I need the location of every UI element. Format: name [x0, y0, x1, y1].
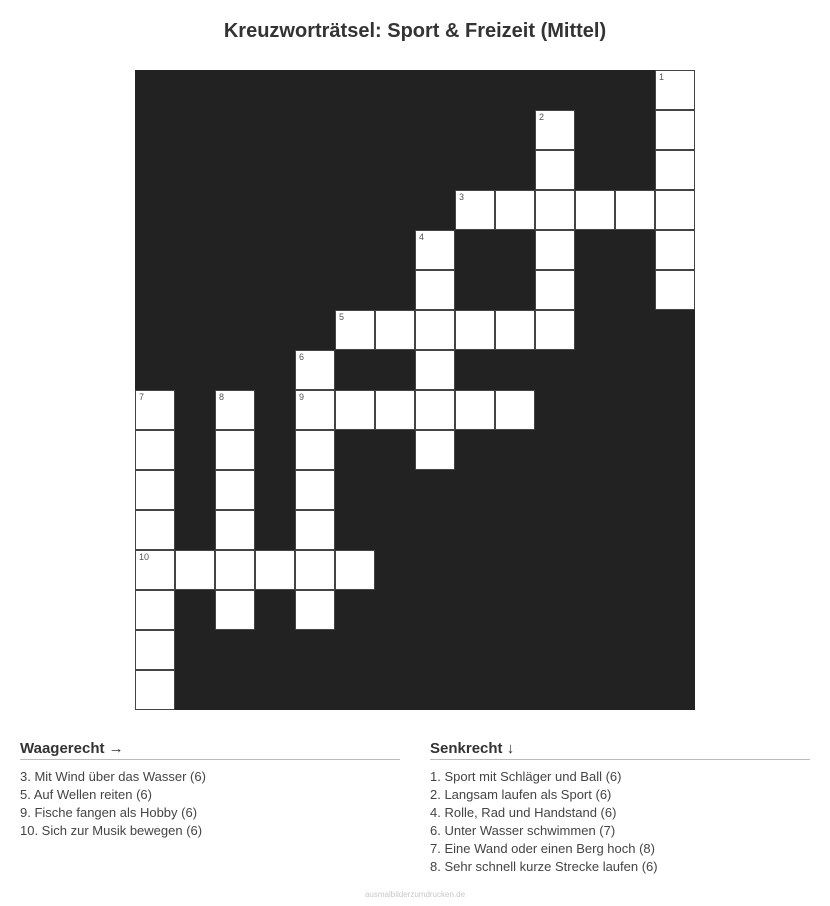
grid-cell[interactable] — [415, 230, 455, 270]
grid-cell[interactable] — [295, 390, 335, 430]
clue-number: 5 — [339, 312, 345, 322]
clue-number: 8 — [219, 392, 225, 402]
grid-cell[interactable] — [215, 390, 255, 430]
grid-cell[interactable] — [135, 470, 175, 510]
grid-cell[interactable] — [135, 510, 175, 550]
across-clues-section — [20, 740, 400, 840]
grid-cell[interactable] — [295, 510, 335, 550]
clue-number: 3 — [459, 192, 465, 202]
across-clue-list — [20, 768, 400, 840]
grid-cell[interactable] — [655, 230, 695, 270]
grid-cell[interactable] — [255, 550, 295, 590]
grid-cell[interactable] — [535, 150, 575, 190]
grid-cell[interactable] — [335, 550, 375, 590]
across-clue: 5. Auf Wellen reiten (6) — [20, 787, 152, 802]
down-clue: 7. Eine Wand oder einen Berg hoch (8) — [430, 841, 655, 856]
grid-cell[interactable] — [655, 70, 695, 110]
down-clue: 4. Rolle, Rad und Handstand (6) — [430, 805, 617, 820]
across-heading: Waagerecht → — [20, 740, 400, 760]
grid-cell[interactable] — [215, 550, 255, 590]
grid-cell[interactable] — [535, 310, 575, 350]
grid-cell[interactable] — [215, 510, 255, 550]
clue-number: 4 — [419, 232, 425, 242]
grid-cell[interactable] — [375, 310, 415, 350]
down-clue: 2. Langsam laufen als Sport (6) — [430, 787, 612, 802]
grid-cell[interactable] — [575, 190, 615, 230]
down-clues-section — [430, 740, 810, 876]
grid-cell[interactable] — [295, 350, 335, 390]
grid-cell[interactable] — [135, 630, 175, 670]
clue-number: 1 — [659, 72, 665, 82]
grid-cell[interactable] — [415, 390, 455, 430]
clue-number: 6 — [299, 352, 305, 362]
crossword-grid — [135, 70, 695, 710]
grid-cell[interactable] — [295, 470, 335, 510]
down-clue: 1. Sport mit Schläger und Ball (6) — [430, 769, 622, 784]
across-clue: 9. Fische fangen als Hobby (6) — [20, 805, 198, 820]
grid-cell[interactable] — [215, 430, 255, 470]
grid-cell[interactable] — [335, 390, 375, 430]
grid-cell[interactable] — [215, 470, 255, 510]
grid-cell[interactable] — [535, 110, 575, 150]
grid-cell[interactable] — [135, 670, 175, 710]
clue-number: 7 — [139, 392, 145, 402]
grid-cell[interactable] — [415, 350, 455, 390]
grid-cell[interactable] — [455, 310, 495, 350]
grid-cell[interactable] — [455, 190, 495, 230]
grid-cell[interactable] — [175, 550, 215, 590]
grid-cell[interactable] — [655, 110, 695, 150]
grid-cell[interactable] — [375, 390, 415, 430]
down-heading: Senkrecht ↓ — [430, 740, 810, 760]
grid-cell[interactable] — [535, 270, 575, 310]
across-clue: 10. Sich zur Musik bewegen (6) — [20, 823, 203, 838]
grid-cell[interactable] — [655, 190, 695, 230]
grid-cell[interactable] — [495, 190, 535, 230]
across-clue: 3. Mit Wind über das Wasser (6) — [20, 769, 206, 784]
grid-cell[interactable] — [135, 550, 175, 590]
grid-cell[interactable] — [215, 590, 255, 630]
clue-number: 9 — [299, 392, 305, 402]
grid-cell[interactable] — [655, 150, 695, 190]
grid-cell[interactable] — [615, 190, 655, 230]
footer-credit: ausmalbilderzumdrucken.de — [364, 890, 466, 899]
grid-cell[interactable] — [415, 430, 455, 470]
puzzle-title: Kreuzworträtsel: Sport & Freizeit (Mittel) — [223, 20, 607, 42]
grid-cell[interactable] — [655, 270, 695, 310]
down-clue-list — [430, 768, 810, 876]
grid-cell[interactable] — [495, 310, 535, 350]
down-clue: 8. Sehr schnell kurze Strecke laufen (6) — [430, 859, 658, 874]
grid-cell[interactable] — [455, 390, 495, 430]
grid-cell[interactable] — [415, 310, 455, 350]
grid-cell[interactable] — [135, 390, 175, 430]
grid-cell[interactable] — [135, 430, 175, 470]
grid-cell[interactable] — [495, 390, 535, 430]
grid-cell[interactable] — [415, 270, 455, 310]
down-clue: 6. Unter Wasser schwimmen (7) — [430, 823, 616, 838]
grid-cell[interactable] — [295, 550, 335, 590]
grid-cell[interactable] — [135, 590, 175, 630]
clue-number: 10 — [139, 552, 150, 562]
grid-cell[interactable] — [295, 430, 335, 470]
grid-cell[interactable] — [335, 310, 375, 350]
grid-cell[interactable] — [535, 230, 575, 270]
grid-cell[interactable] — [295, 590, 335, 630]
clue-number: 2 — [539, 112, 545, 122]
grid-cell[interactable] — [535, 190, 575, 230]
